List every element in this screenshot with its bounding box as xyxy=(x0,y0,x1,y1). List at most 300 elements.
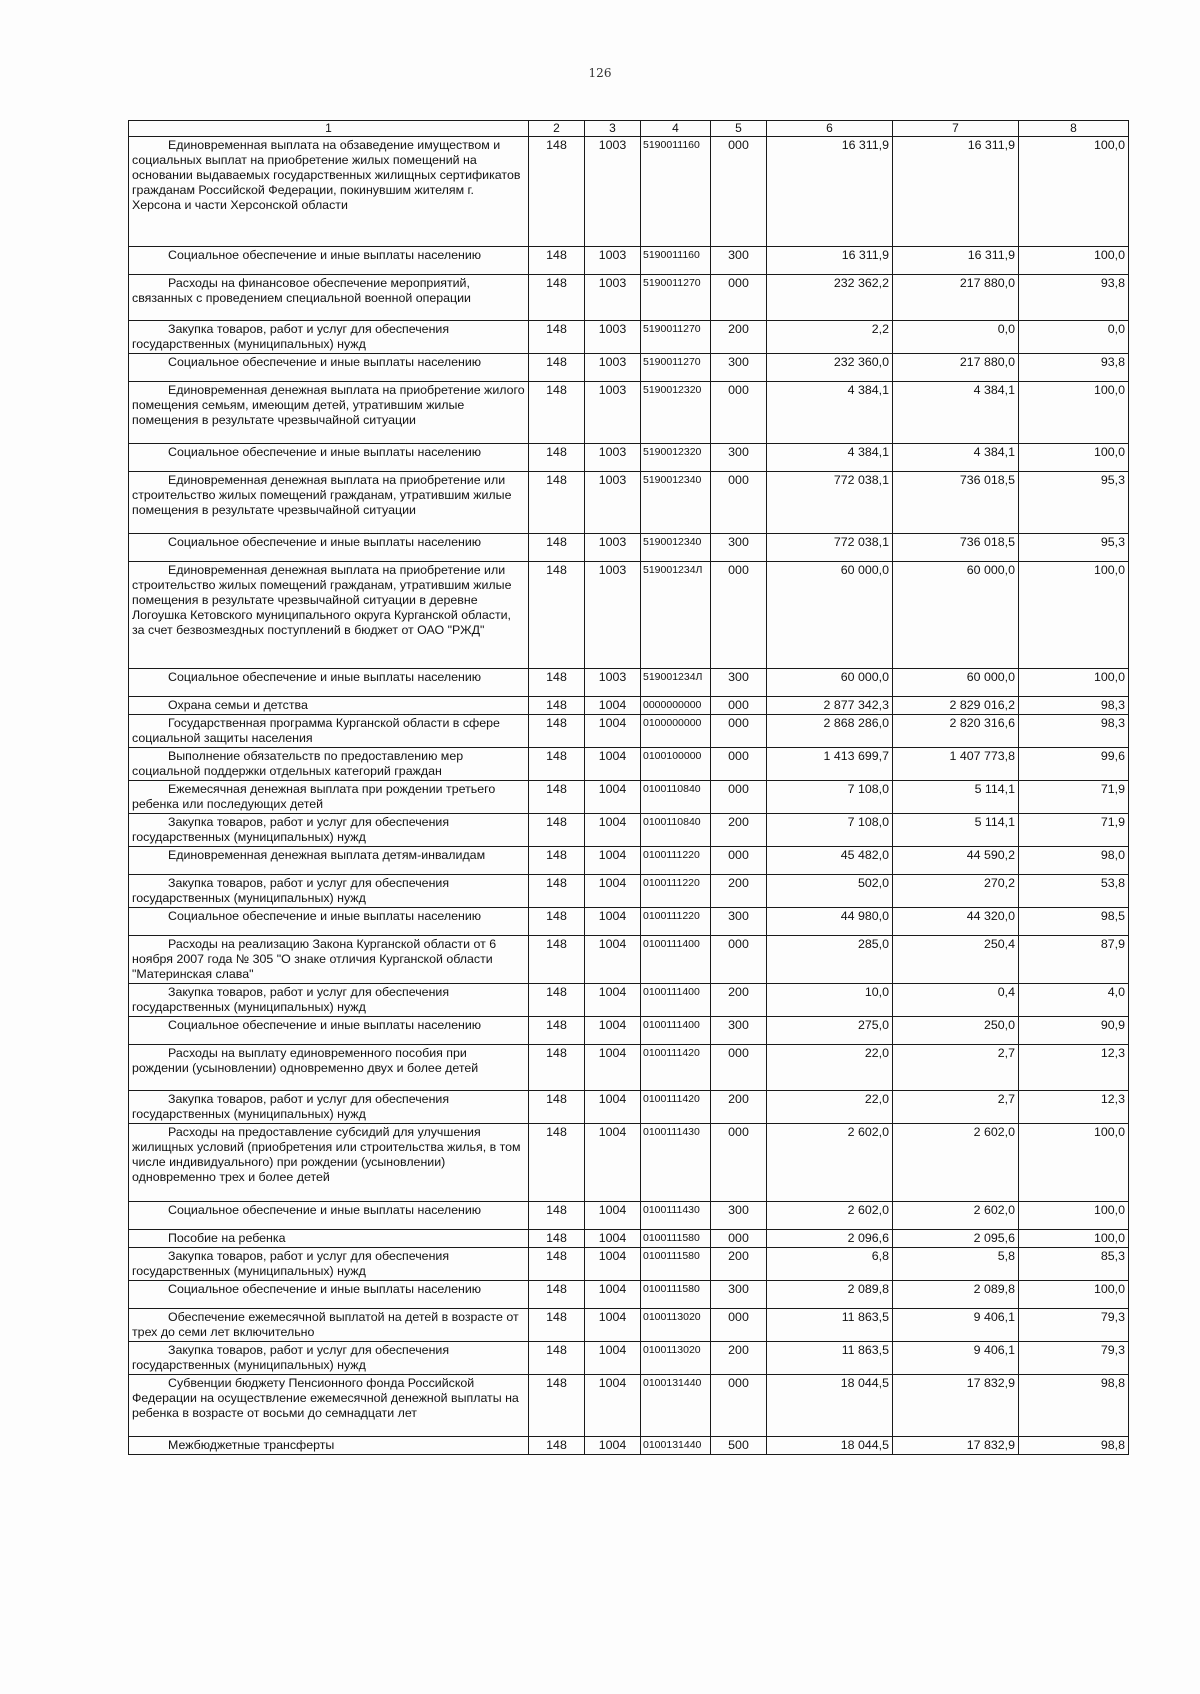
budget-col-6: 10,0 xyxy=(767,984,893,1017)
budget-col-6: 4 384,1 xyxy=(767,382,893,444)
budget-col-4: 0100111430 xyxy=(641,1202,711,1230)
budget-col-8: 71,9 xyxy=(1019,781,1129,814)
budget-col-3: 1004 xyxy=(585,748,641,781)
budget-col-5: 000 xyxy=(711,1045,767,1091)
budget-col-2: 148 xyxy=(529,472,585,534)
budget-col-2: 148 xyxy=(529,781,585,814)
budget-col-5: 300 xyxy=(711,354,767,382)
row-name: Социальное обеспечение и иные выплаты населению xyxy=(168,670,482,684)
budget-col-3: 1004 xyxy=(585,1248,641,1281)
budget-col-6: 6,8 xyxy=(767,1248,893,1281)
budget-col-4: 5190012320 xyxy=(641,382,711,444)
row-name-cell xyxy=(129,1230,529,1248)
row-name: Социальное обеспечение и иные выплаты населению xyxy=(168,1203,482,1217)
budget-col-7: 736 018,5 xyxy=(893,472,1019,534)
row-name: Обеспечение ежемесячной выплатой на детей в возрасте от трех до семи лет включительно xyxy=(132,1310,519,1339)
budget-col-2: 148 xyxy=(529,814,585,847)
table-row xyxy=(129,247,1129,275)
row-name: Расходы на предоставление субсидий для улучшения жилищных условий (приобретения или строительства жилья, в том числе индивидуального) при рождении (усыновлении) одновременно трех и более детей xyxy=(132,1125,521,1184)
budget-col-7: 9 406,1 xyxy=(893,1309,1019,1342)
table-row xyxy=(129,748,1129,781)
row-name: Закупка товаров, работ и услуг для обеспечения государственных (муниципальных) нужд xyxy=(132,815,450,844)
budget-col-6: 11 863,5 xyxy=(767,1342,893,1375)
budget-col-4: 0100111220 xyxy=(641,875,711,908)
row-name: Социальное обеспечение и иные выплаты населению xyxy=(168,535,482,549)
table-row xyxy=(129,814,1129,847)
budget-col-7: 0,0 xyxy=(893,321,1019,354)
budget-col-6: 18 044,5 xyxy=(767,1375,893,1437)
budget-col-3: 1004 xyxy=(585,1230,641,1248)
row-name-cell xyxy=(129,1017,529,1045)
budget-col-2: 148 xyxy=(529,1342,585,1375)
budget-col-6: 502,0 xyxy=(767,875,893,908)
row-name-cell xyxy=(129,1342,529,1375)
budget-col-4: 0100110840 xyxy=(641,814,711,847)
budget-col-4: 0000000000 xyxy=(641,697,711,715)
budget-col-3: 1004 xyxy=(585,936,641,984)
budget-col-4: 5190011160 xyxy=(641,137,711,247)
budget-col-4: 0100111400 xyxy=(641,936,711,984)
budget-col-6: 22,0 xyxy=(767,1091,893,1124)
budget-col-2: 148 xyxy=(529,715,585,748)
row-name-cell xyxy=(129,472,529,534)
budget-col-5: 000 xyxy=(711,936,767,984)
budget-col-3: 1003 xyxy=(585,137,641,247)
row-name: Выполнение обязательств по предоставлению мер социальной поддержки отдельных категорий граждан xyxy=(132,749,464,778)
budget-col-8: 12,3 xyxy=(1019,1045,1129,1091)
budget-col-2: 148 xyxy=(529,847,585,875)
budget-col-8: 100,0 xyxy=(1019,669,1129,697)
budget-col-4: 0100111420 xyxy=(641,1091,711,1124)
row-name-cell xyxy=(129,1091,529,1124)
budget-col-3: 1004 xyxy=(585,1124,641,1202)
budget-col-8: 93,8 xyxy=(1019,275,1129,321)
budget-col-2: 148 xyxy=(529,275,585,321)
budget-col-8: 100,0 xyxy=(1019,444,1129,472)
budget-col-5: 000 xyxy=(711,1375,767,1437)
budget-col-8: 100,0 xyxy=(1019,562,1129,669)
budget-col-8: 100,0 xyxy=(1019,247,1129,275)
budget-col-2: 148 xyxy=(529,1375,585,1437)
budget-col-4: 0100111220 xyxy=(641,908,711,936)
budget-col-5: 200 xyxy=(711,814,767,847)
budget-col-8: 98,8 xyxy=(1019,1437,1129,1455)
row-name-cell xyxy=(129,697,529,715)
table-row xyxy=(129,444,1129,472)
budget-col-8: 98,3 xyxy=(1019,715,1129,748)
budget-col-7: 17 832,9 xyxy=(893,1437,1019,1455)
budget-col-5: 000 xyxy=(711,847,767,875)
table-row xyxy=(129,669,1129,697)
budget-col-2: 148 xyxy=(529,321,585,354)
budget-col-7: 16 311,9 xyxy=(893,137,1019,247)
header-cell: 4 xyxy=(641,121,711,137)
budget-col-5: 000 xyxy=(711,715,767,748)
row-name-cell xyxy=(129,444,529,472)
budget-col-2: 148 xyxy=(529,1124,585,1202)
budget-col-2: 148 xyxy=(529,247,585,275)
budget-table xyxy=(128,120,1129,1455)
budget-col-4: 5190011270 xyxy=(641,354,711,382)
budget-col-7: 5 114,1 xyxy=(893,781,1019,814)
header-cell: 8 xyxy=(1019,121,1129,137)
table-row xyxy=(129,562,1129,669)
budget-col-6: 772 038,1 xyxy=(767,534,893,562)
budget-col-7: 250,4 xyxy=(893,936,1019,984)
budget-col-2: 148 xyxy=(529,697,585,715)
budget-col-3: 1004 xyxy=(585,1091,641,1124)
table-row xyxy=(129,472,1129,534)
budget-col-8: 71,9 xyxy=(1019,814,1129,847)
row-name: Межбюджетные трансферты xyxy=(168,1438,335,1452)
budget-col-3: 1004 xyxy=(585,781,641,814)
budget-col-3: 1004 xyxy=(585,908,641,936)
row-name: Единовременная денежная выплата на приобретение или строительство жилых помещений гражданам, утратившим жилые помещения в результате чрезвычайной ситуации xyxy=(132,473,512,517)
row-name: Единовременная денежная выплата на приобретение или строительство жилых помещений гражданам, утратившим жилые помещения в результате чрезвычайной ситуации в деревне Логоушка Кетовского муниципального округа Курганской области, за счет безвозмездных поступлений в бюджет от ОАО "РЖД" xyxy=(132,563,512,637)
budget-col-2: 148 xyxy=(529,1309,585,1342)
budget-col-3: 1003 xyxy=(585,354,641,382)
budget-col-4: 0100111400 xyxy=(641,1017,711,1045)
table-row xyxy=(129,1375,1129,1437)
budget-col-4: 0100113020 xyxy=(641,1309,711,1342)
budget-col-7: 0,4 xyxy=(893,984,1019,1017)
budget-col-6: 44 980,0 xyxy=(767,908,893,936)
table-row xyxy=(129,875,1129,908)
budget-col-8: 93,8 xyxy=(1019,354,1129,382)
row-name: Охрана семьи и детства xyxy=(168,698,308,712)
row-name: Единовременная денежная выплата детям-инвалидам xyxy=(168,848,486,862)
budget-col-6: 16 311,9 xyxy=(767,137,893,247)
budget-col-8: 53,8 xyxy=(1019,875,1129,908)
table-row xyxy=(129,936,1129,984)
budget-col-3: 1004 xyxy=(585,1309,641,1342)
budget-col-5: 200 xyxy=(711,984,767,1017)
budget-col-5: 000 xyxy=(711,275,767,321)
budget-col-2: 148 xyxy=(529,137,585,247)
budget-col-7: 2,7 xyxy=(893,1091,1019,1124)
budget-col-2: 148 xyxy=(529,1248,585,1281)
budget-col-2: 148 xyxy=(529,534,585,562)
budget-col-4: 0100111420 xyxy=(641,1045,711,1091)
budget-col-6: 22,0 xyxy=(767,1045,893,1091)
budget-col-5: 200 xyxy=(711,1342,767,1375)
row-name-cell xyxy=(129,247,529,275)
budget-col-3: 1004 xyxy=(585,715,641,748)
budget-col-6: 16 311,9 xyxy=(767,247,893,275)
budget-col-4: 0100113020 xyxy=(641,1342,711,1375)
budget-col-8: 100,0 xyxy=(1019,1230,1129,1248)
budget-col-4: 519001234Л xyxy=(641,562,711,669)
budget-col-3: 1003 xyxy=(585,321,641,354)
budget-col-5: 300 xyxy=(711,247,767,275)
row-name: Единовременная выплата на обзаведение имуществом и социальных выплат на приобретение жилых помещений на основании выдаваемых государственных жилищных сертификатов гражданам Российской Федерации, покинувшим жителям г. Херсона и части Херсонской области xyxy=(132,138,521,212)
budget-col-8: 99,6 xyxy=(1019,748,1129,781)
budget-col-8: 12,3 xyxy=(1019,1091,1129,1124)
row-name: Социальное обеспечение и иные выплаты населению xyxy=(168,248,482,262)
budget-col-2: 148 xyxy=(529,1045,585,1091)
budget-col-6: 2 096,6 xyxy=(767,1230,893,1248)
header-cell: 5 xyxy=(711,121,767,137)
budget-col-8: 100,0 xyxy=(1019,382,1129,444)
budget-col-5: 000 xyxy=(711,1309,767,1342)
table-row xyxy=(129,534,1129,562)
table-row xyxy=(129,1045,1129,1091)
row-name: Закупка товаров, работ и услуг для обеспечения государственных (муниципальных) нужд xyxy=(132,1092,450,1121)
budget-col-8: 87,9 xyxy=(1019,936,1129,984)
budget-col-4: 0100100000 xyxy=(641,748,711,781)
budget-col-4: 5190011270 xyxy=(641,275,711,321)
budget-col-8: 98,0 xyxy=(1019,847,1129,875)
page-number: 126 xyxy=(588,66,612,80)
budget-col-4: 0100131440 xyxy=(641,1375,711,1437)
budget-col-3: 1004 xyxy=(585,847,641,875)
table-row xyxy=(129,321,1129,354)
row-name: Пособие на ребенка xyxy=(168,1231,286,1245)
budget-col-7: 5,8 xyxy=(893,1248,1019,1281)
row-name: Ежемесячная денежная выплата при рождении третьего ребенка или последующих детей xyxy=(132,782,496,811)
budget-col-6: 2 602,0 xyxy=(767,1124,893,1202)
table-row xyxy=(129,715,1129,748)
budget-col-2: 148 xyxy=(529,1230,585,1248)
row-name-cell xyxy=(129,984,529,1017)
budget-col-3: 1004 xyxy=(585,814,641,847)
table-row xyxy=(129,1202,1129,1230)
row-name-cell xyxy=(129,321,529,354)
table-row xyxy=(129,1342,1129,1375)
row-name-cell xyxy=(129,1045,529,1091)
budget-col-3: 1003 xyxy=(585,382,641,444)
budget-col-7: 2 089,8 xyxy=(893,1281,1019,1309)
budget-col-6: 2 868 286,0 xyxy=(767,715,893,748)
budget-col-8: 100,0 xyxy=(1019,1281,1129,1309)
budget-col-4: 0100111220 xyxy=(641,847,711,875)
budget-col-2: 148 xyxy=(529,562,585,669)
budget-col-6: 232 362,2 xyxy=(767,275,893,321)
header-cell: 6 xyxy=(767,121,893,137)
budget-col-7: 270,2 xyxy=(893,875,1019,908)
row-name: Закупка товаров, работ и услуг для обеспечения государственных (муниципальных) нужд xyxy=(132,876,450,905)
budget-col-6: 4 384,1 xyxy=(767,444,893,472)
row-name-cell xyxy=(129,354,529,382)
budget-col-4: 5190012340 xyxy=(641,534,711,562)
budget-col-8: 85,3 xyxy=(1019,1248,1129,1281)
budget-col-6: 60 000,0 xyxy=(767,669,893,697)
budget-col-4: 0100000000 xyxy=(641,715,711,748)
row-name: Расходы на финансовое обеспечение мероприятий, связанных с проведением специальной военной операции xyxy=(132,276,471,305)
budget-col-7: 217 880,0 xyxy=(893,275,1019,321)
budget-col-6: 60 000,0 xyxy=(767,562,893,669)
budget-col-2: 148 xyxy=(529,444,585,472)
row-name: Единовременная денежная выплата на приобретение жилого помещения семьям, имеющим детей, утратившим жилые помещения в результате чрезвычайной ситуации xyxy=(132,383,525,427)
row-name-cell xyxy=(129,1309,529,1342)
budget-col-5: 300 xyxy=(711,1281,767,1309)
row-name-cell xyxy=(129,781,529,814)
budget-col-2: 148 xyxy=(529,1091,585,1124)
row-name-cell xyxy=(129,1375,529,1437)
budget-col-2: 148 xyxy=(529,984,585,1017)
budget-col-5: 300 xyxy=(711,669,767,697)
row-name: Расходы на выплату единовременного пособия при рождении (усыновлении) одновременно двух и более детей xyxy=(132,1046,479,1075)
budget-col-6: 772 038,1 xyxy=(767,472,893,534)
budget-col-4: 5190011270 xyxy=(641,321,711,354)
row-name: Закупка товаров, работ и услуг для обеспечения государственных (муниципальных) нужд xyxy=(132,1249,450,1278)
budget-col-2: 148 xyxy=(529,1017,585,1045)
budget-col-7: 44 320,0 xyxy=(893,908,1019,936)
table-row xyxy=(129,1124,1129,1202)
budget-col-2: 148 xyxy=(529,936,585,984)
budget-col-7: 2 820 316,6 xyxy=(893,715,1019,748)
budget-col-7: 736 018,5 xyxy=(893,534,1019,562)
budget-col-6: 45 482,0 xyxy=(767,847,893,875)
budget-col-3: 1003 xyxy=(585,534,641,562)
row-name: Социальное обеспечение и иные выплаты населению xyxy=(168,1282,482,1296)
row-name-cell xyxy=(129,1124,529,1202)
budget-col-3: 1004 xyxy=(585,1017,641,1045)
header-cell: 3 xyxy=(585,121,641,137)
row-name-cell xyxy=(129,875,529,908)
budget-col-4: 0100110840 xyxy=(641,781,711,814)
budget-col-3: 1003 xyxy=(585,472,641,534)
budget-col-5: 300 xyxy=(711,1017,767,1045)
budget-col-8: 98,5 xyxy=(1019,908,1129,936)
budget-col-7: 60 000,0 xyxy=(893,562,1019,669)
table-row xyxy=(129,781,1129,814)
budget-col-3: 1003 xyxy=(585,669,641,697)
budget-col-2: 148 xyxy=(529,1437,585,1455)
budget-col-2: 148 xyxy=(529,382,585,444)
budget-col-3: 1004 xyxy=(585,1045,641,1091)
row-name-cell xyxy=(129,814,529,847)
header-cell: 2 xyxy=(529,121,585,137)
budget-col-4: 0100131440 xyxy=(641,1437,711,1455)
budget-col-3: 1003 xyxy=(585,562,641,669)
row-name: Закупка товаров, работ и услуг для обеспечения государственных (муниципальных) нужд xyxy=(132,322,450,351)
budget-col-3: 1004 xyxy=(585,1437,641,1455)
budget-col-2: 148 xyxy=(529,1202,585,1230)
budget-col-5: 200 xyxy=(711,1091,767,1124)
budget-col-2: 148 xyxy=(529,908,585,936)
table-row xyxy=(129,847,1129,875)
budget-col-8: 95,3 xyxy=(1019,534,1129,562)
budget-col-6: 2 602,0 xyxy=(767,1202,893,1230)
budget-col-7: 17 832,9 xyxy=(893,1375,1019,1437)
header-cell: 7 xyxy=(893,121,1019,137)
budget-col-7: 9 406,1 xyxy=(893,1342,1019,1375)
budget-col-8: 98,8 xyxy=(1019,1375,1129,1437)
budget-col-4: 0100111580 xyxy=(641,1248,711,1281)
budget-col-5: 000 xyxy=(711,382,767,444)
budget-col-2: 148 xyxy=(529,1281,585,1309)
row-name: Государственная программа Курганской области в сфере социальной защиты населения xyxy=(132,716,500,745)
budget-col-6: 18 044,5 xyxy=(767,1437,893,1455)
row-name-cell xyxy=(129,534,529,562)
row-name-cell xyxy=(129,137,529,247)
budget-col-6: 2,2 xyxy=(767,321,893,354)
row-name-cell xyxy=(129,562,529,669)
table-row xyxy=(129,1230,1129,1248)
row-name-cell xyxy=(129,275,529,321)
budget-col-7: 2 602,0 xyxy=(893,1124,1019,1202)
budget-col-3: 1004 xyxy=(585,1375,641,1437)
budget-col-3: 1004 xyxy=(585,984,641,1017)
row-name: Расходы на реализацию Закона Курганской области от 6 ноября 2007 года № 305 "О знаке отличия Курганской области "Материнская слава" xyxy=(132,937,497,981)
budget-col-5: 300 xyxy=(711,908,767,936)
budget-col-5: 500 xyxy=(711,1437,767,1455)
budget-col-5: 200 xyxy=(711,1248,767,1281)
budget-col-2: 148 xyxy=(529,748,585,781)
budget-col-8: 98,3 xyxy=(1019,697,1129,715)
budget-col-5: 200 xyxy=(711,875,767,908)
budget-col-3: 1003 xyxy=(585,247,641,275)
budget-col-7: 16 311,9 xyxy=(893,247,1019,275)
budget-col-3: 1004 xyxy=(585,1281,641,1309)
table-row xyxy=(129,275,1129,321)
budget-col-7: 217 880,0 xyxy=(893,354,1019,382)
table-row xyxy=(129,984,1129,1017)
row-name-cell xyxy=(129,748,529,781)
row-name-cell xyxy=(129,1281,529,1309)
budget-col-2: 148 xyxy=(529,875,585,908)
row-name: Закупка товаров, работ и услуг для обеспечения государственных (муниципальных) нужд xyxy=(132,1343,450,1372)
budget-col-7: 2 602,0 xyxy=(893,1202,1019,1230)
budget-col-8: 79,3 xyxy=(1019,1309,1129,1342)
budget-col-8: 4,0 xyxy=(1019,984,1129,1017)
budget-col-5: 000 xyxy=(711,1124,767,1202)
budget-col-5: 000 xyxy=(711,562,767,669)
row-name: Социальное обеспечение и иные выплаты населению xyxy=(168,445,482,459)
budget-col-7: 2,7 xyxy=(893,1045,1019,1091)
budget-col-3: 1003 xyxy=(585,444,641,472)
budget-col-4: 5190012320 xyxy=(641,444,711,472)
row-name-cell xyxy=(129,908,529,936)
budget-col-7: 2 829 016,2 xyxy=(893,697,1019,715)
budget-col-2: 148 xyxy=(529,669,585,697)
budget-col-3: 1004 xyxy=(585,1342,641,1375)
budget-col-4: 0100111400 xyxy=(641,984,711,1017)
table-row xyxy=(129,137,1129,247)
row-name: Социальное обеспечение и иные выплаты населению xyxy=(168,355,482,369)
row-name-cell xyxy=(129,669,529,697)
budget-col-8: 95,3 xyxy=(1019,472,1129,534)
row-name: Субвенции бюджету Пенсионного фонда Российской Федерации на осуществление ежемесячной денежной выплаты на ребенка в возрасте от восьми до семнадцати лет xyxy=(132,1376,519,1420)
budget-col-5: 000 xyxy=(711,472,767,534)
budget-col-8: 79,3 xyxy=(1019,1342,1129,1375)
budget-col-8: 100,0 xyxy=(1019,1124,1129,1202)
budget-col-5: 300 xyxy=(711,1202,767,1230)
budget-col-4: 5190012340 xyxy=(641,472,711,534)
budget-col-5: 000 xyxy=(711,1230,767,1248)
budget-col-7: 1 407 773,8 xyxy=(893,748,1019,781)
budget-col-8: 0,0 xyxy=(1019,321,1129,354)
table-row xyxy=(129,1017,1129,1045)
table-row xyxy=(129,382,1129,444)
budget-col-3: 1004 xyxy=(585,697,641,715)
header-cell: 1 xyxy=(129,121,529,137)
table-row xyxy=(129,1281,1129,1309)
budget-col-5: 000 xyxy=(711,748,767,781)
budget-col-7: 5 114,1 xyxy=(893,814,1019,847)
budget-col-6: 2 089,8 xyxy=(767,1281,893,1309)
budget-col-6: 285,0 xyxy=(767,936,893,984)
budget-col-3: 1003 xyxy=(585,275,641,321)
row-name-cell xyxy=(129,1248,529,1281)
budget-col-5: 200 xyxy=(711,321,767,354)
table-row xyxy=(129,1248,1129,1281)
row-name-cell xyxy=(129,847,529,875)
budget-col-5: 000 xyxy=(711,781,767,814)
budget-col-5: 000 xyxy=(711,697,767,715)
table-row xyxy=(129,354,1129,382)
